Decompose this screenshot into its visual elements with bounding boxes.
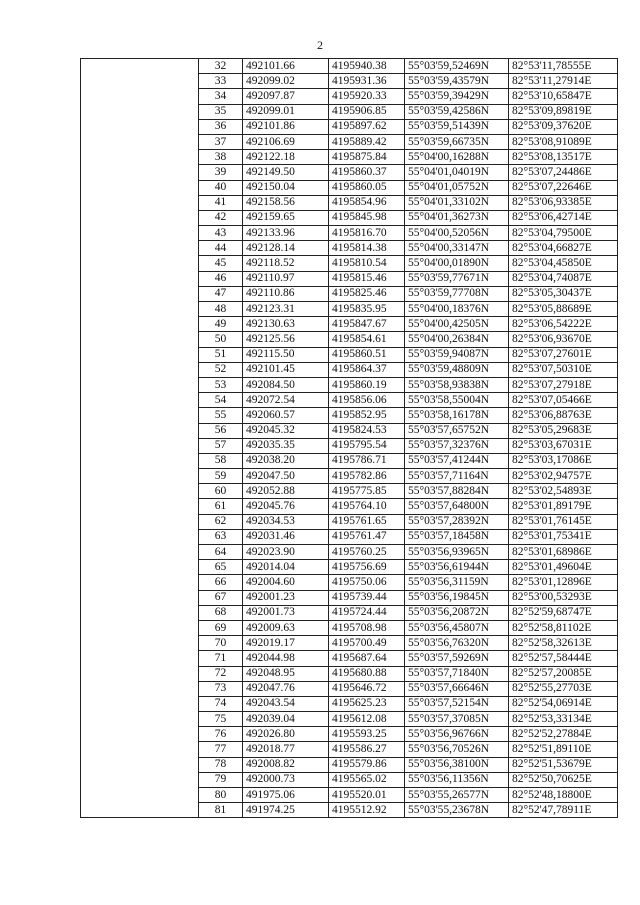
latitude-cell: 55°03'56,45807N <box>405 620 509 635</box>
x-coordinate-cell: 492018.77 <box>243 742 329 757</box>
longitude-cell: 82°52'55,27703E <box>509 681 618 696</box>
latitude-cell: 55°03'56,93965N <box>405 545 509 560</box>
y-coordinate-cell: 4195860.05 <box>329 180 405 195</box>
merged-blank-cell <box>81 59 199 818</box>
latitude-cell: 55°03'57,71164N <box>405 469 509 484</box>
y-coordinate-cell: 4195824.53 <box>329 423 405 438</box>
y-coordinate-cell: 4195625.23 <box>329 696 405 711</box>
longitude-cell: 82°53'08,13517E <box>509 150 618 165</box>
latitude-cell: 55°04'00,33147N <box>405 241 509 256</box>
x-coordinate-cell: 492159.65 <box>243 210 329 225</box>
point-number-cell: 42 <box>199 210 243 225</box>
point-number-cell: 51 <box>199 347 243 362</box>
longitude-cell: 82°52'58,32613E <box>509 636 618 651</box>
y-coordinate-cell: 4195835.95 <box>329 302 405 317</box>
y-coordinate-cell: 4195586.27 <box>329 742 405 757</box>
latitude-cell: 55°03'57,41244N <box>405 453 509 468</box>
longitude-cell: 82°52'58,81102E <box>509 620 618 635</box>
longitude-cell: 82°53'07,05466E <box>509 393 618 408</box>
x-coordinate-cell: 492044.98 <box>243 651 329 666</box>
y-coordinate-cell: 4195940.38 <box>329 59 405 74</box>
point-number-cell: 40 <box>199 180 243 195</box>
point-number-cell: 81 <box>199 803 243 818</box>
x-coordinate-cell: 492014.04 <box>243 560 329 575</box>
latitude-cell: 55°03'58,93838N <box>405 377 509 392</box>
latitude-cell: 55°03'59,48809N <box>405 362 509 377</box>
x-coordinate-cell: 492001.73 <box>243 605 329 620</box>
latitude-cell: 55°04'01,33102N <box>405 195 509 210</box>
x-coordinate-cell: 492045.76 <box>243 499 329 514</box>
latitude-cell: 55°03'59,77671N <box>405 271 509 286</box>
x-coordinate-cell: 492047.50 <box>243 469 329 484</box>
y-coordinate-cell: 4195814.38 <box>329 241 405 256</box>
x-coordinate-cell: 492023.90 <box>243 545 329 560</box>
longitude-cell: 82°53'01,12896E <box>509 575 618 590</box>
longitude-cell: 82°52'50,70625E <box>509 772 618 787</box>
latitude-cell: 55°03'59,66735N <box>405 134 509 149</box>
x-coordinate-cell: 492130.63 <box>243 317 329 332</box>
point-number-cell: 64 <box>199 545 243 560</box>
latitude-cell: 55°03'58,55004N <box>405 393 509 408</box>
longitude-cell: 82°53'07,50310E <box>509 362 618 377</box>
point-number-cell: 80 <box>199 788 243 803</box>
x-coordinate-cell: 492084.50 <box>243 377 329 392</box>
latitude-cell: 55°03'59,51439N <box>405 119 509 134</box>
longitude-cell: 82°52'51,53679E <box>509 757 618 772</box>
latitude-cell: 55°04'01,05752N <box>405 180 509 195</box>
y-coordinate-cell: 4195687.64 <box>329 651 405 666</box>
longitude-cell: 82°53'05,88689E <box>509 302 618 317</box>
x-coordinate-cell: 492031.46 <box>243 529 329 544</box>
point-number-cell: 46 <box>199 271 243 286</box>
point-number-cell: 56 <box>199 423 243 438</box>
longitude-cell: 82°53'08,91089E <box>509 134 618 149</box>
latitude-cell: 55°03'56,38100N <box>405 757 509 772</box>
point-number-cell: 36 <box>199 119 243 134</box>
longitude-cell: 82°53'01,68986E <box>509 545 618 560</box>
latitude-cell: 55°03'57,88284N <box>405 484 509 499</box>
point-number-cell: 61 <box>199 499 243 514</box>
x-coordinate-cell: 492125.56 <box>243 332 329 347</box>
x-coordinate-cell: 492019.17 <box>243 636 329 651</box>
latitude-cell: 55°03'59,39429N <box>405 89 509 104</box>
y-coordinate-cell: 4195512.92 <box>329 803 405 818</box>
y-coordinate-cell: 4195864.37 <box>329 362 405 377</box>
y-coordinate-cell: 4195845.98 <box>329 210 405 225</box>
latitude-cell: 55°03'59,42586N <box>405 104 509 119</box>
point-number-cell: 50 <box>199 332 243 347</box>
point-number-cell: 63 <box>199 529 243 544</box>
longitude-cell: 82°53'11,27914E <box>509 74 618 89</box>
point-number-cell: 37 <box>199 134 243 149</box>
y-coordinate-cell: 4195875.84 <box>329 150 405 165</box>
latitude-cell: 55°04'01,36273N <box>405 210 509 225</box>
y-coordinate-cell: 4195761.47 <box>329 529 405 544</box>
point-number-cell: 66 <box>199 575 243 590</box>
point-number-cell: 39 <box>199 165 243 180</box>
y-coordinate-cell: 4195795.54 <box>329 438 405 453</box>
x-coordinate-cell: 492047.76 <box>243 681 329 696</box>
y-coordinate-cell: 4195810.54 <box>329 256 405 271</box>
longitude-cell: 82°52'57,20085E <box>509 666 618 681</box>
longitude-cell: 82°53'06,93385E <box>509 195 618 210</box>
longitude-cell: 82°53'06,88763E <box>509 408 618 423</box>
latitude-cell: 55°03'56,20872N <box>405 605 509 620</box>
coordinates-table <box>80 58 618 818</box>
longitude-cell: 82°52'47,78911E <box>509 803 618 818</box>
latitude-cell: 55°03'57,37085N <box>405 712 509 727</box>
y-coordinate-cell: 4195612.08 <box>329 712 405 727</box>
longitude-cell: 82°52'59,68747E <box>509 605 618 620</box>
y-coordinate-cell: 4195700.49 <box>329 636 405 651</box>
latitude-cell: 55°03'55,26577N <box>405 788 509 803</box>
x-coordinate-cell: 492110.86 <box>243 286 329 301</box>
x-coordinate-cell: 492099.01 <box>243 104 329 119</box>
longitude-cell: 82°53'04,45850E <box>509 256 618 271</box>
longitude-cell: 82°53'04,66827E <box>509 241 618 256</box>
y-coordinate-cell: 4195860.19 <box>329 377 405 392</box>
point-number-cell: 43 <box>199 226 243 241</box>
latitude-cell: 55°04'00,01890N <box>405 256 509 271</box>
latitude-cell: 55°03'59,77708N <box>405 286 509 301</box>
y-coordinate-cell: 4195860.37 <box>329 165 405 180</box>
latitude-cell: 55°03'56,19845N <box>405 590 509 605</box>
latitude-cell: 55°03'58,16178N <box>405 408 509 423</box>
longitude-cell: 82°52'51,89110E <box>509 742 618 757</box>
point-number-cell: 58 <box>199 453 243 468</box>
y-coordinate-cell: 4195860.51 <box>329 347 405 362</box>
point-number-cell: 67 <box>199 590 243 605</box>
x-coordinate-cell: 492123.31 <box>243 302 329 317</box>
longitude-cell: 82°52'54,06914E <box>509 696 618 711</box>
longitude-cell: 82°53'04,79500E <box>509 226 618 241</box>
longitude-cell: 82°53'07,27601E <box>509 347 618 362</box>
point-number-cell: 62 <box>199 514 243 529</box>
latitude-cell: 55°04'00,18376N <box>405 302 509 317</box>
x-coordinate-cell: 492048.95 <box>243 666 329 681</box>
point-number-cell: 60 <box>199 484 243 499</box>
x-coordinate-cell: 492008.82 <box>243 757 329 772</box>
latitude-cell: 55°04'01,04019N <box>405 165 509 180</box>
longitude-cell: 82°53'07,27918E <box>509 377 618 392</box>
longitude-cell: 82°53'06,93670E <box>509 332 618 347</box>
point-number-cell: 68 <box>199 605 243 620</box>
latitude-cell: 55°03'56,61944N <box>405 560 509 575</box>
x-coordinate-cell: 492128.14 <box>243 241 329 256</box>
longitude-cell: 82°53'01,89179E <box>509 499 618 514</box>
longitude-cell: 82°52'52,27884E <box>509 727 618 742</box>
latitude-cell: 55°03'57,28392N <box>405 514 509 529</box>
point-number-cell: 77 <box>199 742 243 757</box>
longitude-cell: 82°53'01,76145E <box>509 514 618 529</box>
x-coordinate-cell: 492110.97 <box>243 271 329 286</box>
y-coordinate-cell: 4195708.98 <box>329 620 405 635</box>
y-coordinate-cell: 4195764.10 <box>329 499 405 514</box>
point-number-cell: 57 <box>199 438 243 453</box>
point-number-cell: 78 <box>199 757 243 772</box>
point-number-cell: 79 <box>199 772 243 787</box>
x-coordinate-cell: 491975.06 <box>243 788 329 803</box>
y-coordinate-cell: 4195854.61 <box>329 332 405 347</box>
y-coordinate-cell: 4195760.25 <box>329 545 405 560</box>
latitude-cell: 55°03'57,71840N <box>405 666 509 681</box>
point-number-cell: 35 <box>199 104 243 119</box>
x-coordinate-cell: 492052.88 <box>243 484 329 499</box>
point-number-cell: 65 <box>199 560 243 575</box>
y-coordinate-cell: 4195680.88 <box>329 666 405 681</box>
y-coordinate-cell: 4195593.25 <box>329 727 405 742</box>
longitude-cell: 82°53'06,42714E <box>509 210 618 225</box>
coordinates-table-body <box>81 59 618 818</box>
point-number-cell: 55 <box>199 408 243 423</box>
latitude-cell: 55°04'00,26384N <box>405 332 509 347</box>
x-coordinate-cell: 492001.23 <box>243 590 329 605</box>
y-coordinate-cell: 4195724.44 <box>329 605 405 620</box>
y-coordinate-cell: 4195889.42 <box>329 134 405 149</box>
point-number-cell: 74 <box>199 696 243 711</box>
point-number-cell: 76 <box>199 727 243 742</box>
x-coordinate-cell: 492009.63 <box>243 620 329 635</box>
latitude-cell: 55°03'56,96766N <box>405 727 509 742</box>
point-number-cell: 49 <box>199 317 243 332</box>
latitude-cell: 55°03'56,70526N <box>405 742 509 757</box>
latitude-cell: 55°03'59,43579N <box>405 74 509 89</box>
latitude-cell: 55°03'59,52469N <box>405 59 509 74</box>
longitude-cell: 82°53'04,74087E <box>509 271 618 286</box>
point-number-cell: 54 <box>199 393 243 408</box>
latitude-cell: 55°03'55,23678N <box>405 803 509 818</box>
y-coordinate-cell: 4195897.62 <box>329 119 405 134</box>
point-number-cell: 33 <box>199 74 243 89</box>
latitude-cell: 55°03'56,31159N <box>405 575 509 590</box>
longitude-cell: 82°52'53,33134E <box>509 712 618 727</box>
y-coordinate-cell: 4195579.86 <box>329 757 405 772</box>
longitude-cell: 82°53'03,17086E <box>509 453 618 468</box>
x-coordinate-cell: 492149.50 <box>243 165 329 180</box>
x-coordinate-cell: 492072.54 <box>243 393 329 408</box>
longitude-cell: 82°53'11,78555E <box>509 59 618 74</box>
y-coordinate-cell: 4195761.65 <box>329 514 405 529</box>
point-number-cell: 44 <box>199 241 243 256</box>
longitude-cell: 82°53'06,54222E <box>509 317 618 332</box>
y-coordinate-cell: 4195520.01 <box>329 788 405 803</box>
longitude-cell: 82°53'05,29683E <box>509 423 618 438</box>
y-coordinate-cell: 4195931.36 <box>329 74 405 89</box>
latitude-cell: 55°03'57,59269N <box>405 651 509 666</box>
point-number-cell: 48 <box>199 302 243 317</box>
y-coordinate-cell: 4195775.85 <box>329 484 405 499</box>
latitude-cell: 55°03'57,32376N <box>405 438 509 453</box>
x-coordinate-cell: 492099.02 <box>243 74 329 89</box>
latitude-cell: 55°03'59,94087N <box>405 347 509 362</box>
point-number-cell: 47 <box>199 286 243 301</box>
y-coordinate-cell: 4195815.46 <box>329 271 405 286</box>
latitude-cell: 55°03'56,11356N <box>405 772 509 787</box>
latitude-cell: 55°04'00,16288N <box>405 150 509 165</box>
x-coordinate-cell: 492118.52 <box>243 256 329 271</box>
latitude-cell: 55°03'56,76320N <box>405 636 509 651</box>
latitude-cell: 55°03'57,65752N <box>405 423 509 438</box>
point-number-cell: 52 <box>199 362 243 377</box>
y-coordinate-cell: 4195906.85 <box>329 104 405 119</box>
table-row <box>81 59 618 74</box>
x-coordinate-cell: 492045.32 <box>243 423 329 438</box>
x-coordinate-cell: 492101.45 <box>243 362 329 377</box>
y-coordinate-cell: 4195782.86 <box>329 469 405 484</box>
longitude-cell: 82°53'09,89819E <box>509 104 618 119</box>
longitude-cell: 82°53'10,65847E <box>509 89 618 104</box>
x-coordinate-cell: 492039.04 <box>243 712 329 727</box>
longitude-cell: 82°53'09,37620E <box>509 119 618 134</box>
x-coordinate-cell: 492101.86 <box>243 119 329 134</box>
point-number-cell: 41 <box>199 195 243 210</box>
point-number-cell: 32 <box>199 59 243 74</box>
y-coordinate-cell: 4195565.02 <box>329 772 405 787</box>
y-coordinate-cell: 4195756.69 <box>329 560 405 575</box>
y-coordinate-cell: 4195786.71 <box>329 453 405 468</box>
x-coordinate-cell: 492043.54 <box>243 696 329 711</box>
y-coordinate-cell: 4195739.44 <box>329 590 405 605</box>
latitude-cell: 55°03'57,52154N <box>405 696 509 711</box>
y-coordinate-cell: 4195825.46 <box>329 286 405 301</box>
x-coordinate-cell: 492106.69 <box>243 134 329 149</box>
point-number-cell: 73 <box>199 681 243 696</box>
longitude-cell: 82°53'07,24486E <box>509 165 618 180</box>
x-coordinate-cell: 492035.35 <box>243 438 329 453</box>
x-coordinate-cell: 492034.53 <box>243 514 329 529</box>
y-coordinate-cell: 4195852.95 <box>329 408 405 423</box>
point-number-cell: 59 <box>199 469 243 484</box>
longitude-cell: 82°53'05,30437E <box>509 286 618 301</box>
longitude-cell: 82°53'02,94757E <box>509 469 618 484</box>
point-number-cell: 72 <box>199 666 243 681</box>
longitude-cell: 82°53'02,54893E <box>509 484 618 499</box>
point-number-cell: 45 <box>199 256 243 271</box>
x-coordinate-cell: 492133.96 <box>243 226 329 241</box>
latitude-cell: 55°03'57,18458N <box>405 529 509 544</box>
x-coordinate-cell: 492115.50 <box>243 347 329 362</box>
point-number-cell: 38 <box>199 150 243 165</box>
x-coordinate-cell: 492158.56 <box>243 195 329 210</box>
longitude-cell: 82°53'01,49604E <box>509 560 618 575</box>
latitude-cell: 55°04'00,42505N <box>405 317 509 332</box>
y-coordinate-cell: 4195847.67 <box>329 317 405 332</box>
point-number-cell: 53 <box>199 377 243 392</box>
point-number-cell: 71 <box>199 651 243 666</box>
longitude-cell: 82°52'48,18800E <box>509 788 618 803</box>
longitude-cell: 82°53'03,67031E <box>509 438 618 453</box>
longitude-cell: 82°53'01,75341E <box>509 529 618 544</box>
latitude-cell: 55°03'57,64800N <box>405 499 509 514</box>
x-coordinate-cell: 492004.60 <box>243 575 329 590</box>
point-number-cell: 75 <box>199 712 243 727</box>
x-coordinate-cell: 492101.66 <box>243 59 329 74</box>
longitude-cell: 82°53'00,53293E <box>509 590 618 605</box>
y-coordinate-cell: 4195854.96 <box>329 195 405 210</box>
y-coordinate-cell: 4195856.06 <box>329 393 405 408</box>
x-coordinate-cell: 492026.80 <box>243 727 329 742</box>
y-coordinate-cell: 4195750.06 <box>329 575 405 590</box>
longitude-cell: 82°53'07,22646E <box>509 180 618 195</box>
point-number-cell: 69 <box>199 620 243 635</box>
y-coordinate-cell: 4195816.70 <box>329 226 405 241</box>
y-coordinate-cell: 4195920.33 <box>329 89 405 104</box>
x-coordinate-cell: 492038.20 <box>243 453 329 468</box>
x-coordinate-cell: 491974.25 <box>243 803 329 818</box>
x-coordinate-cell: 492122.18 <box>243 150 329 165</box>
x-coordinate-cell: 492150.04 <box>243 180 329 195</box>
x-coordinate-cell: 492000.73 <box>243 772 329 787</box>
point-number-cell: 34 <box>199 89 243 104</box>
point-number-cell: 70 <box>199 636 243 651</box>
x-coordinate-cell: 492060.57 <box>243 408 329 423</box>
x-coordinate-cell: 492097.87 <box>243 89 329 104</box>
longitude-cell: 82°52'57,58444E <box>509 651 618 666</box>
latitude-cell: 55°03'57,66646N <box>405 681 509 696</box>
page-number: 2 <box>317 38 323 52</box>
y-coordinate-cell: 4195646.72 <box>329 681 405 696</box>
latitude-cell: 55°04'00,52056N <box>405 226 509 241</box>
